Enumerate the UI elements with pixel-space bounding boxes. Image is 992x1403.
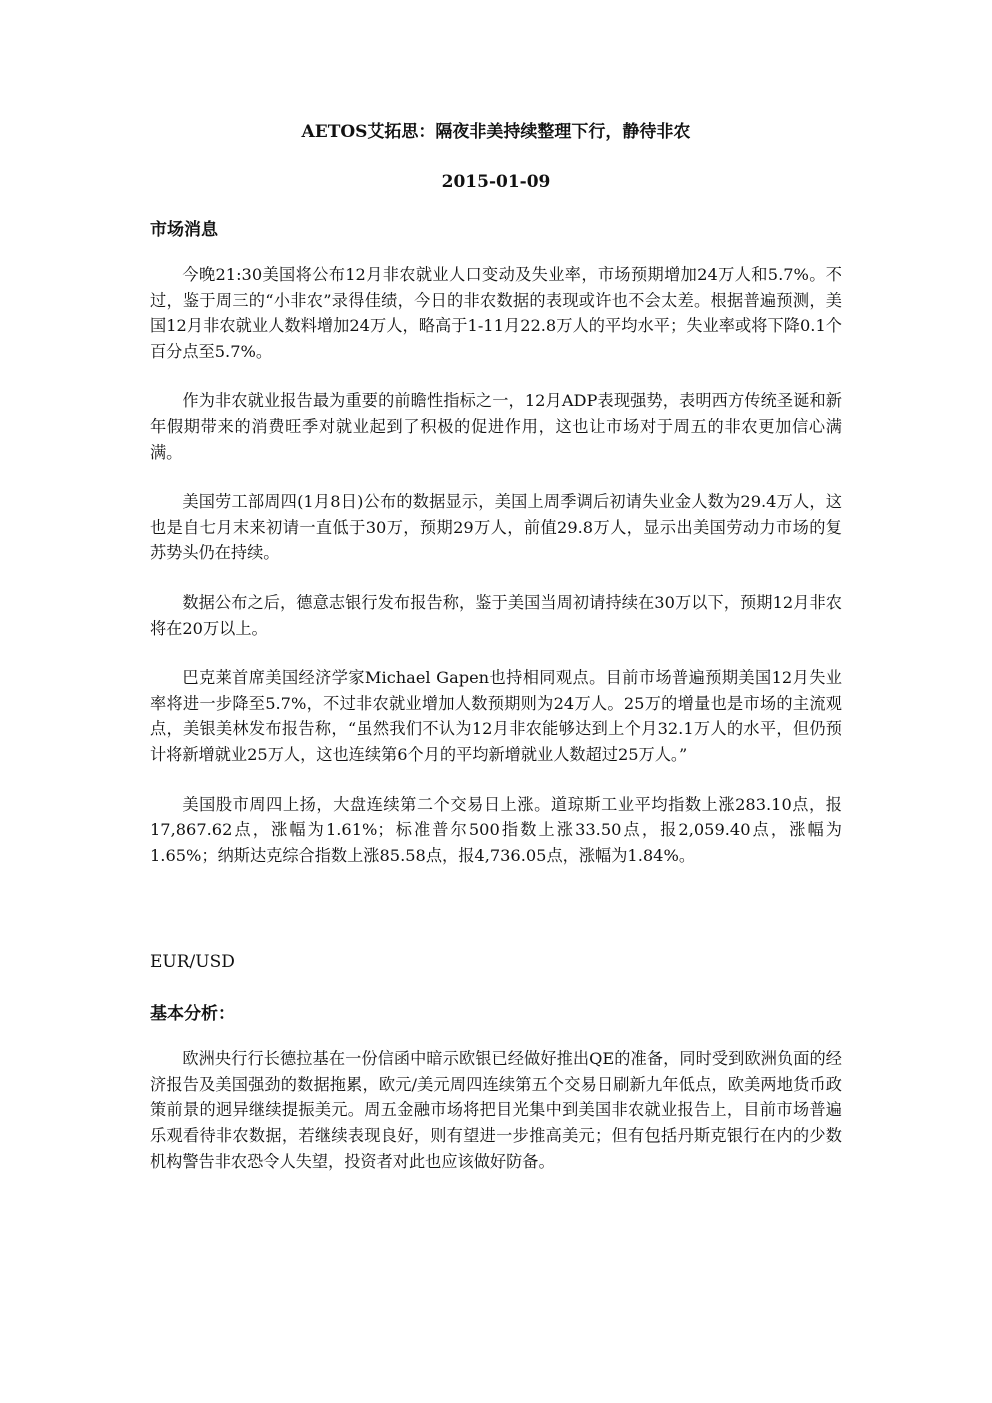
market-paragraph-2: 作为非农就业报告最为重要的前瞻性指标之一，12月ADP表现强势，表明西方传统圣诞和新年假期带来的消费旺季对就业起到了积极的促进作用，这也让市场对于周五的非农更加信心满满。 (150, 391, 842, 462)
fundamental-analysis-heading: 基本分析： (150, 1004, 235, 1025)
market-paragraph-6: 美国股市周四上扬，大盘连续第二个交易日上涨。道琼斯工业平均指数上涨283.10点，报17,867.62点，涨幅为1.61%；标准普尔500指数上涨33.50点，报2,059.40点，涨幅为1.65%；纳斯达克综合指数上涨85.58点，报4,736.05点，涨幅为1.84%。 (150, 794, 842, 865)
eurusd-heading: EUR/USD (150, 952, 235, 973)
market-news-section (150, 216, 842, 868)
market-news-heading: 市场消息 (150, 220, 218, 240)
document-title: AETOS艾拓思：隔夜非美持续整理下行，静待非农 (301, 122, 691, 142)
market-paragraph-1: 今晚21:30美国将公布12月非农就业人口变动及失业率，市场预期增加24万人和5.7%。不过，鉴于周三的“小非农”录得佳绩，今日的非农数据的表现或许也不会太差。根据普遍预测，美国12月非农就业人数料增加24万人，略高于1-11月22.8万人的平均水平；失业率或将下降0.1个百分点至5.7%。 (150, 265, 842, 361)
document-date: 2015-01-09 (441, 172, 551, 192)
eurusd-section (150, 948, 842, 1174)
market-paragraph-5: 巴克莱首席美国经济学家Michael Gapen也持相同观点。目前市场普遍预期美国12月失业率将进一步降至5.7%，不过非农就业增加人数预期则为24万人。25万的增量也是市场的主流观点，美银美林发布报告称，“虽然我们不认为12月非农能够达到上个月32.1万人的水平，但仍预计将新增就业25万人，这也连续第6个月的平均新增就业人数超过25万人。” (150, 668, 842, 764)
eurusd-paragraph-1: 欧洲央行行长德拉基在一份信函中暗示欧银已经做好推出QE的准备，同时受到欧洲负面的经济报告及美国强劲的数据拖累，欧元/美元周四连续第五个交易日刷新九年低点，欧美两地货币政策前景的迥异继续提振美元。周五金融市场将把目光集中到美国非农就业报告上，目前市场普遍乐观看待非农数据，若继续表现良好，则有望进一步推高美元；但有包括丹斯克银行在内的少数机构警告非农恐令人失望，投资者对此也应该做好防备。 (150, 1049, 842, 1171)
market-paragraph-3: 美国劳工部周四(1月8日)公布的数据显示，美国上周季调后初请失业金人数为29.4万人，这也是自七月末来初请一直低于30万，预期29万人，前值29.8万人，显示出美国劳动力市场的复苏势头仍在持续。 (150, 492, 842, 563)
market-paragraph-4: 数据公布之后，德意志银行发布报告称，鉴于美国当周初请持续在30万以下，预期12月非农将在20万以上。 (150, 592, 842, 638)
